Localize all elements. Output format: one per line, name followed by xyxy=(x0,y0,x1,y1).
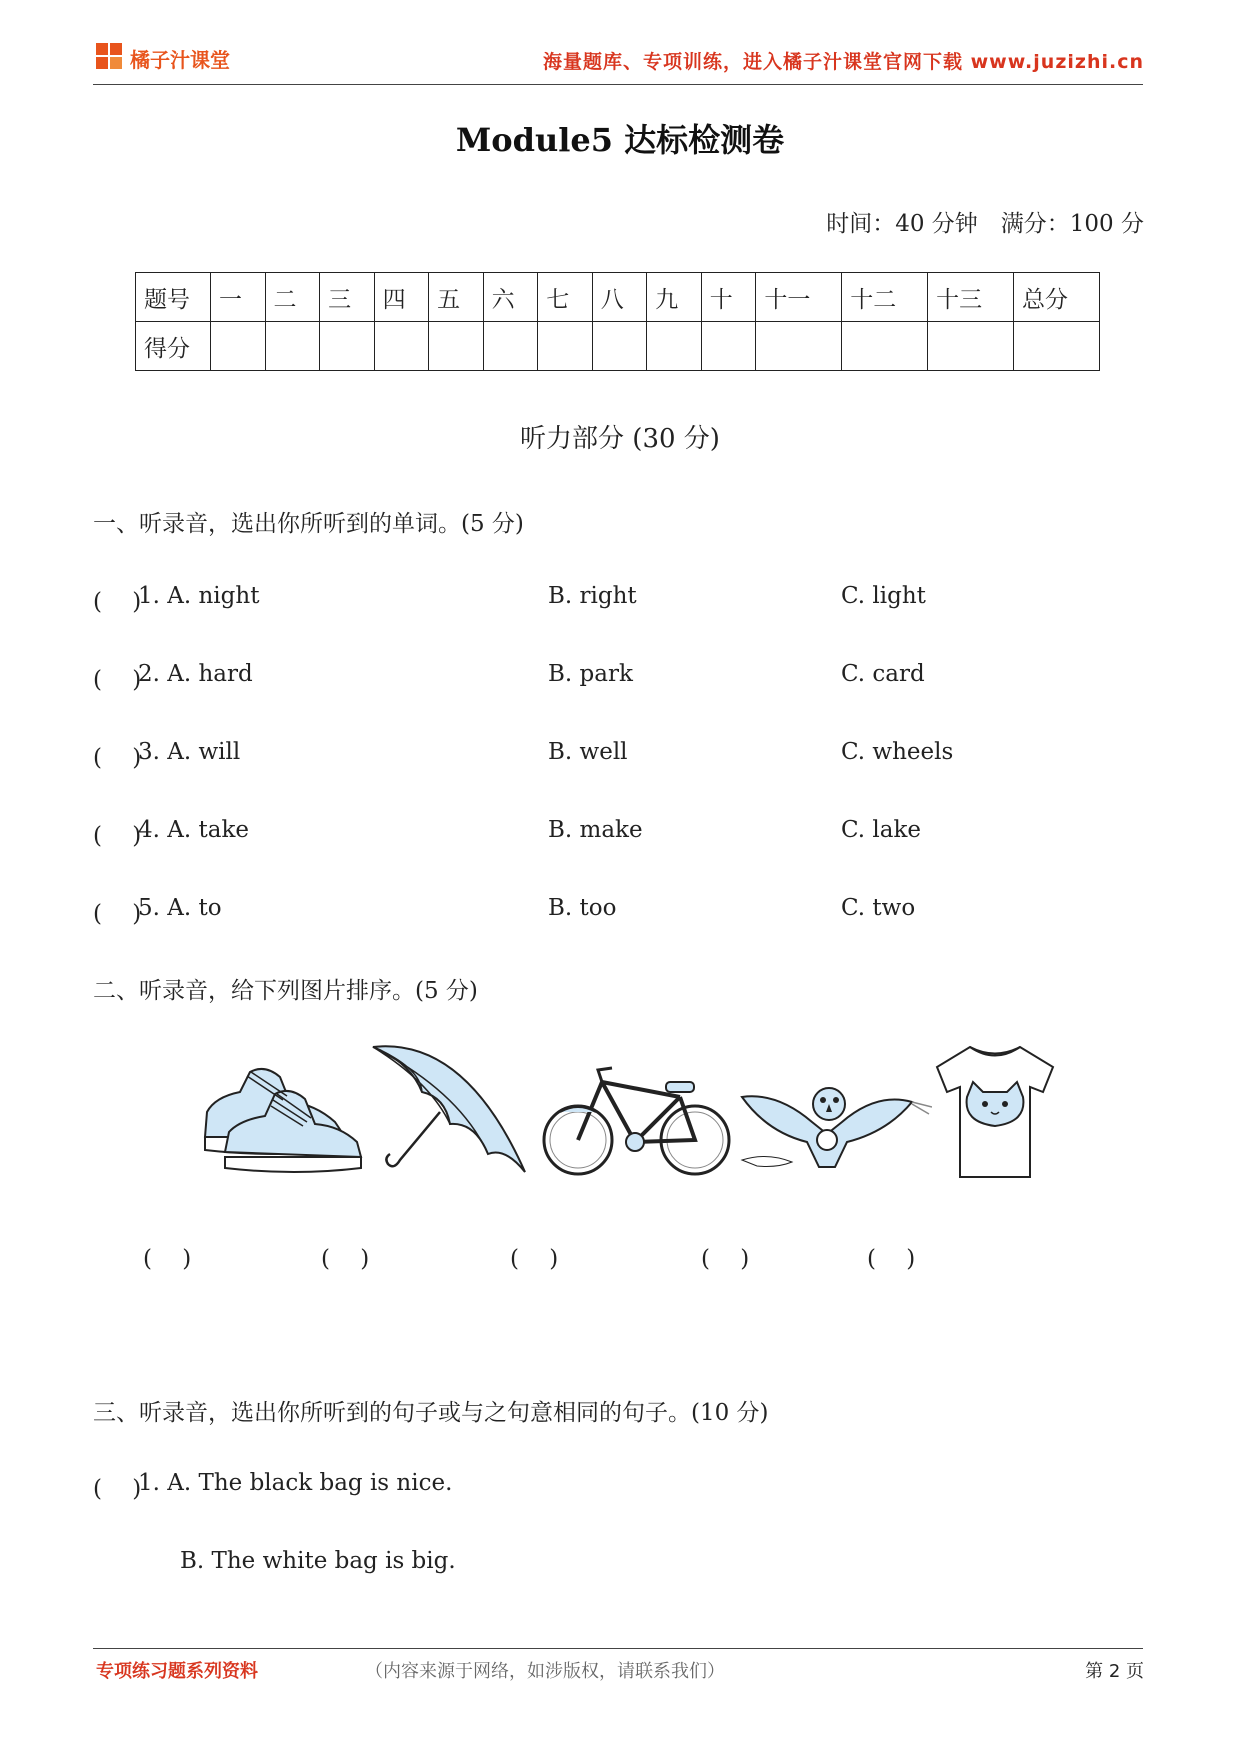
option-c: C. light xyxy=(841,583,926,609)
option-a: 5. A. to xyxy=(138,895,222,921)
option-c: C. lake xyxy=(841,817,922,843)
t-shirt-picture xyxy=(935,1042,1055,1182)
score-cell[interactable] xyxy=(483,322,538,371)
answer-blank[interactable]: ( ) xyxy=(93,823,142,849)
score-cell[interactable] xyxy=(211,322,266,371)
table-cell: 十 xyxy=(701,273,756,322)
option-a: 1. A. The black bag is nice. xyxy=(138,1470,453,1496)
option-b: B. make xyxy=(548,817,643,843)
footer-series-label: 专项练习题系列资料 xyxy=(96,1661,258,1682)
answer-blank[interactable]: ( ) xyxy=(93,1476,142,1502)
table-cell: 十一 xyxy=(756,273,842,322)
option-c: C. card xyxy=(841,661,925,687)
table-cell: 四 xyxy=(374,273,429,322)
score-cell[interactable] xyxy=(842,322,928,371)
sneakers-picture xyxy=(195,1042,365,1182)
score-label: 得分 xyxy=(136,322,211,371)
score-cell[interactable] xyxy=(374,322,429,371)
header-divider xyxy=(93,84,1143,85)
option-b: B. right xyxy=(548,583,637,609)
score-cell[interactable] xyxy=(592,322,647,371)
table-cell: 八 xyxy=(592,273,647,322)
score-cell[interactable] xyxy=(647,322,702,371)
answer-blank[interactable]: ( ) xyxy=(321,1246,370,1272)
score-cell[interactable] xyxy=(1013,322,1099,371)
score-cell[interactable] xyxy=(701,322,756,371)
answer-blank[interactable]: ( ) xyxy=(143,1246,192,1272)
time-info: 时间：40 分钟 满分：100 分 xyxy=(826,211,1144,237)
footer-copyright-note: （内容来源于网络，如涉版权，请联系我们） xyxy=(365,1661,725,1682)
kite-picture xyxy=(737,1042,932,1182)
question-2-heading: 二、听录音，给下列图片排序。(5 分) xyxy=(93,978,478,1004)
option-b: B. The white bag is big. xyxy=(180,1548,456,1574)
option-a: 4. A. take xyxy=(138,817,249,843)
answer-blank[interactable]: ( ) xyxy=(93,901,142,927)
table-cell: 七 xyxy=(538,273,593,322)
table-cell: 十二 xyxy=(842,273,928,322)
umbrella-picture xyxy=(370,1042,535,1182)
logo-icon xyxy=(96,43,124,71)
table-cell: 三 xyxy=(320,273,375,322)
answer-blank[interactable]: ( ) xyxy=(510,1246,559,1272)
table-cell: 一 xyxy=(211,273,266,322)
option-b: B. park xyxy=(548,661,633,687)
option-a: 1. A. night xyxy=(138,583,260,609)
option-c: C. wheels xyxy=(841,739,954,765)
score-cell[interactable] xyxy=(756,322,842,371)
answer-blank[interactable]: ( ) xyxy=(93,589,142,615)
option-b: B. well xyxy=(548,739,628,765)
score-cell[interactable] xyxy=(538,322,593,371)
table-cell: 十三 xyxy=(928,273,1014,322)
bicycle-picture xyxy=(540,1042,735,1182)
table-cell: 五 xyxy=(429,273,484,322)
table-cell: 总分 xyxy=(1013,273,1099,322)
section-heading: 听力部分 (30 分) xyxy=(520,424,720,454)
footer-divider xyxy=(93,1648,1143,1649)
table-cell: 题号 xyxy=(136,273,211,322)
logo-text: 橘子汁课堂 xyxy=(130,48,230,72)
score-cell[interactable] xyxy=(928,322,1014,371)
option-b: B. too xyxy=(548,895,617,921)
score-table-header-row xyxy=(136,273,1100,322)
option-c: C. two xyxy=(841,895,916,921)
score-table-score-row xyxy=(136,322,1100,371)
header-slogan: 海量题库、专项训练，进入橘子汁课堂官网下载 www.juzizhi.cn xyxy=(543,51,1144,73)
page-title: Module5 达标检测卷 xyxy=(455,121,785,159)
score-cell[interactable] xyxy=(320,322,375,371)
question-3-heading: 三、听录音，选出你所听到的句子或与之句意相同的句子。(10 分) xyxy=(93,1400,769,1426)
score-cell[interactable] xyxy=(429,322,484,371)
page-number: 第 2 页 xyxy=(1085,1661,1144,1682)
answer-blank[interactable]: ( ) xyxy=(701,1246,750,1272)
score-cell[interactable] xyxy=(265,322,320,371)
score-table xyxy=(135,272,1100,371)
answer-blank[interactable]: ( ) xyxy=(93,667,142,693)
table-cell: 九 xyxy=(647,273,702,322)
answer-blank[interactable]: ( ) xyxy=(93,745,142,771)
table-cell: 六 xyxy=(483,273,538,322)
table-cell: 二 xyxy=(265,273,320,322)
option-a: 3. A. will xyxy=(138,739,241,765)
question-1-heading: 一、听录音，选出你所听到的单词。(5 分) xyxy=(93,511,524,537)
answer-blank[interactable]: ( ) xyxy=(867,1246,916,1272)
option-a: 2. A. hard xyxy=(138,661,253,687)
